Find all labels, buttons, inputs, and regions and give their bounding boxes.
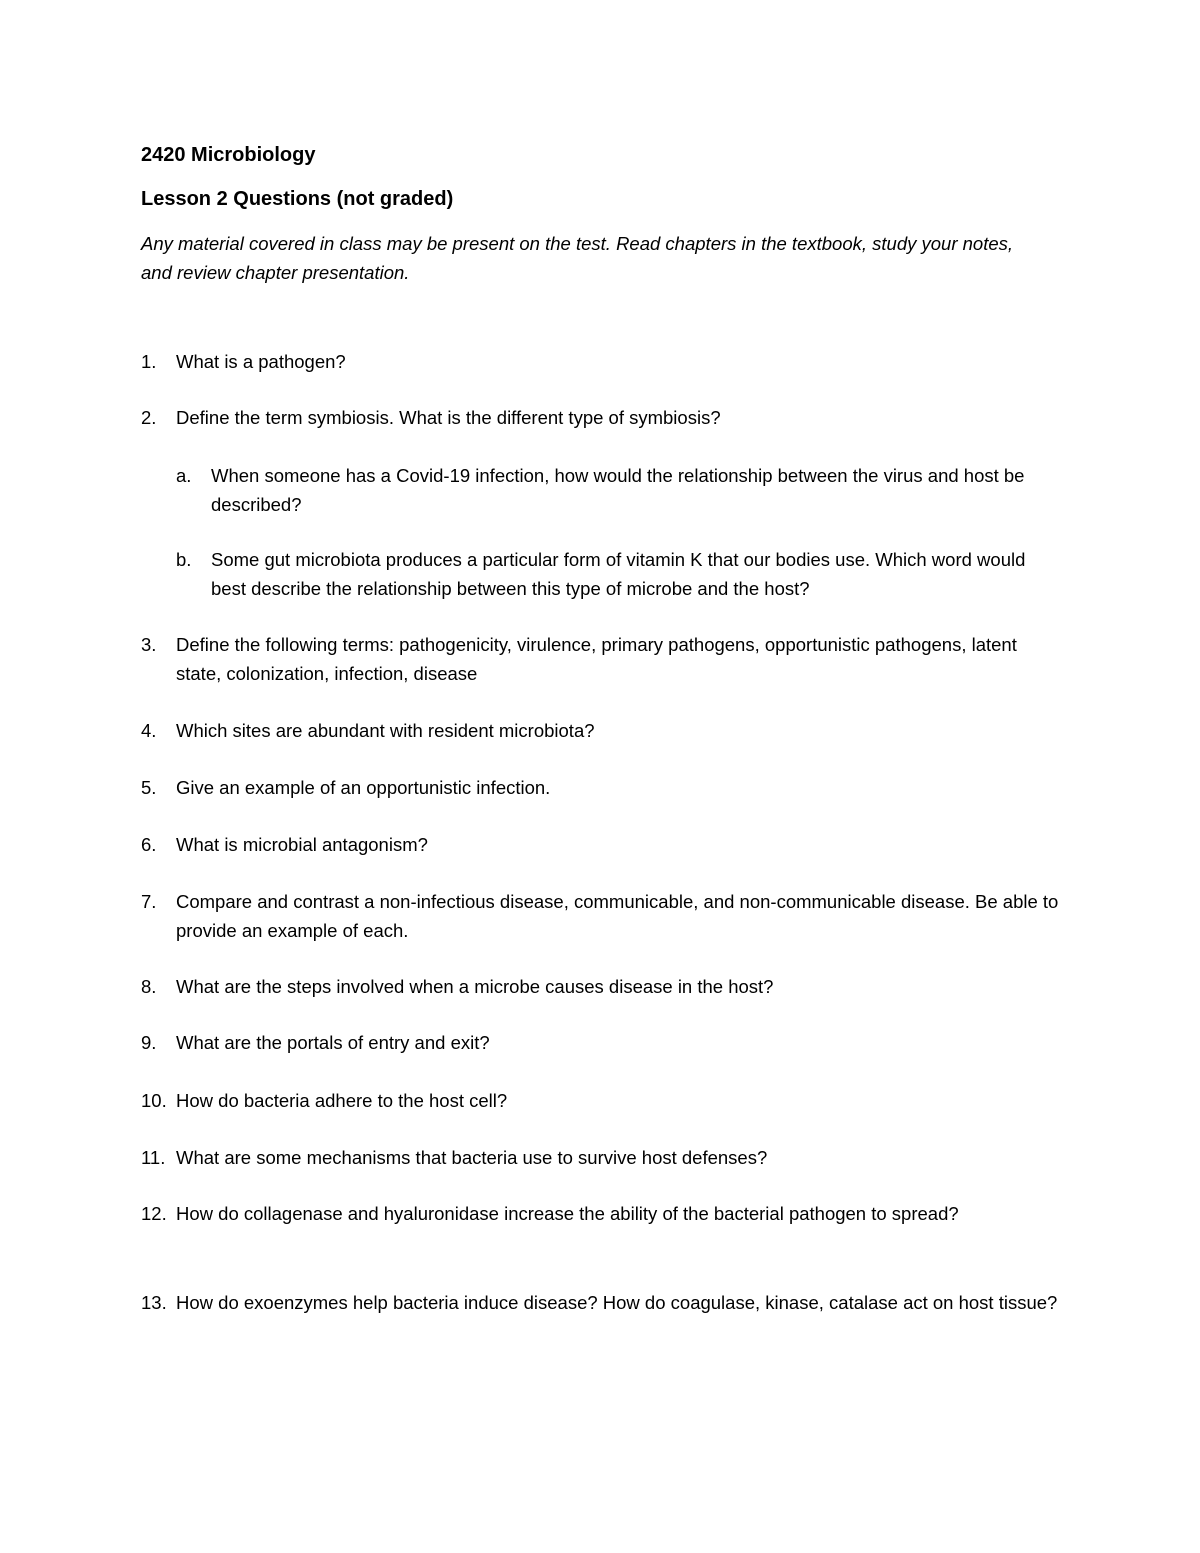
subquestion-letter: a.: [176, 465, 192, 486]
question-number: 13.: [141, 1292, 167, 1313]
question-item: [141, 1199, 1061, 1228]
question-number: 4.: [141, 720, 157, 741]
question-item: [141, 630, 1061, 688]
question-item: [141, 972, 1061, 1001]
subquestion-text: When someone has a Covid-19 infection, how would the relationship between the virus and host be described?: [211, 465, 1025, 515]
question-item: [141, 403, 1061, 432]
question-text: Which sites are abundant with resident microbiota?: [176, 720, 595, 741]
question-text: What is microbial antagonism?: [176, 834, 428, 855]
subquestion-item: [176, 545, 1056, 603]
question-text: How do exoenzymes help bacteria induce disease? How do coagulase, kinase, catalase act on host tissue?: [176, 1292, 1058, 1313]
question-number: 8.: [141, 976, 157, 997]
question-text: Give an example of an opportunistic infection.: [176, 777, 551, 798]
question-item: [141, 887, 1061, 945]
question-item: [141, 830, 1061, 859]
subquestion-letter: b.: [176, 549, 192, 570]
question-item: [141, 347, 1061, 376]
question-text: Compare and contrast a non-infectious disease, communicable, and non-communicable disease. Be able to provide an example of each.: [176, 891, 1059, 941]
question-number: 12.: [141, 1203, 167, 1224]
question-text: How do collagenase and hyaluronidase increase the ability of the bacterial pathogen to spread?: [176, 1203, 959, 1224]
question-item: [141, 1086, 1061, 1115]
question-text: Define the following terms: pathogenicity, virulence, primary pathogens, opportunistic pathogens, latent state, colonization, infection, disease: [176, 634, 1017, 684]
question-text: Define the term symbiosis. What is the different type of symbiosis?: [176, 407, 721, 428]
question-text: What are the portals of entry and exit?: [176, 1032, 490, 1053]
question-text: How do bacteria adhere to the host cell?: [176, 1090, 508, 1111]
question-number: 6.: [141, 834, 157, 855]
subquestion-text: Some gut microbiota produces a particular form of vitamin K that our bodies use. Which word would best describe the relationship between this type of microbe and the host?: [211, 549, 1026, 599]
question-number: 1.: [141, 351, 157, 372]
question-number: 9.: [141, 1032, 157, 1053]
question-item: [141, 1143, 1061, 1172]
question-number: 2.: [141, 407, 157, 428]
question-item: [141, 773, 1061, 802]
question-item: [141, 716, 1061, 745]
document-subtitle: Lesson 2 Questions (not graded): [141, 188, 454, 210]
subquestion-item: [176, 461, 1056, 519]
question-number: 7.: [141, 891, 157, 912]
question-text: What is a pathogen?: [176, 351, 346, 372]
question-text: What are some mechanisms that bacteria use to survive host defenses?: [176, 1147, 768, 1168]
document-title: 2420 Microbiology: [141, 144, 316, 166]
question-number: 10.: [141, 1090, 167, 1111]
intro-text: Any material covered in class may be present on the test. Read chapters in the textbook, study your notes, and review chapter presentation.: [141, 233, 1014, 283]
question-item: [141, 1028, 1061, 1057]
question-number: 3.: [141, 634, 157, 655]
question-number: 5.: [141, 777, 157, 798]
question-number: 11.: [141, 1147, 166, 1168]
question-item: [141, 1288, 1061, 1317]
question-text: What are the steps involved when a microbe causes disease in the host?: [176, 976, 774, 997]
